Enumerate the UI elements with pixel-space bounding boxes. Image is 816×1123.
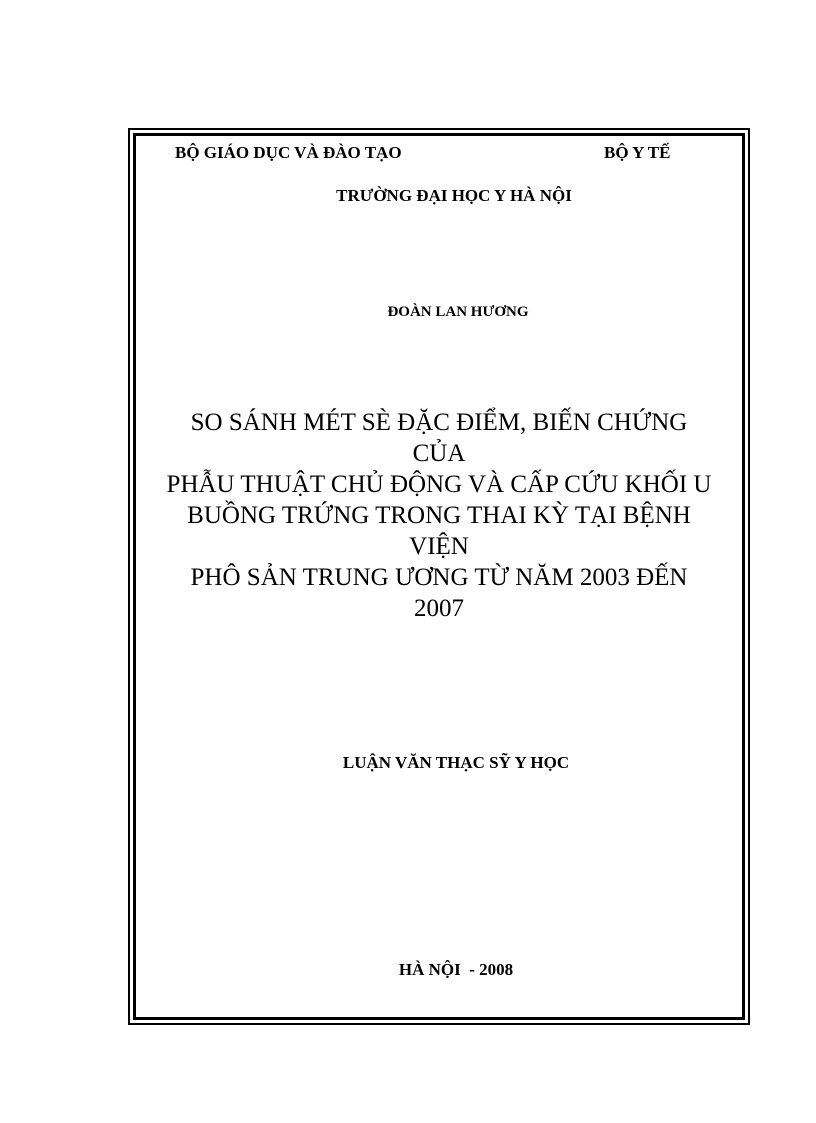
author-name: ĐOÀN LAN HƯƠNG <box>387 304 529 320</box>
title-line: 2007 <box>414 595 464 622</box>
title-line: CỦA <box>412 440 466 467</box>
degree-label: LUẬN VĂN THẠC SỸ Y HỌC <box>342 753 570 772</box>
thesis-title <box>136 407 742 624</box>
place-year: HÀ NỘI - 2008 <box>398 960 514 979</box>
title-line: VIỆN <box>409 533 469 560</box>
ministry-education-label: BỘ GIÁO DỤC VÀ ĐÀO TẠO <box>175 143 402 162</box>
title-line: SO SÁNH MÉT SÈ ĐẶC ĐIỂM, BIẾN CHỨNG <box>190 409 688 436</box>
ministry-health-label: BỘ Y TẾ <box>604 143 671 162</box>
university-name: TRƯỜNG ĐẠI HỌC Y HÀ NỘI <box>336 186 572 205</box>
title-line: PHẪU THUẬT CHỦ ĐỘNG VÀ CẤP CỨU KHỐI U <box>166 471 712 498</box>
title-line: PHÔ SẢN TRUNG ƯƠNG TỪ NĂM 2003 ĐẾN <box>190 564 688 591</box>
title-line: BUỒNG TRỨNG TRONG THAI KỲ TẠI BỆNH <box>187 502 691 529</box>
